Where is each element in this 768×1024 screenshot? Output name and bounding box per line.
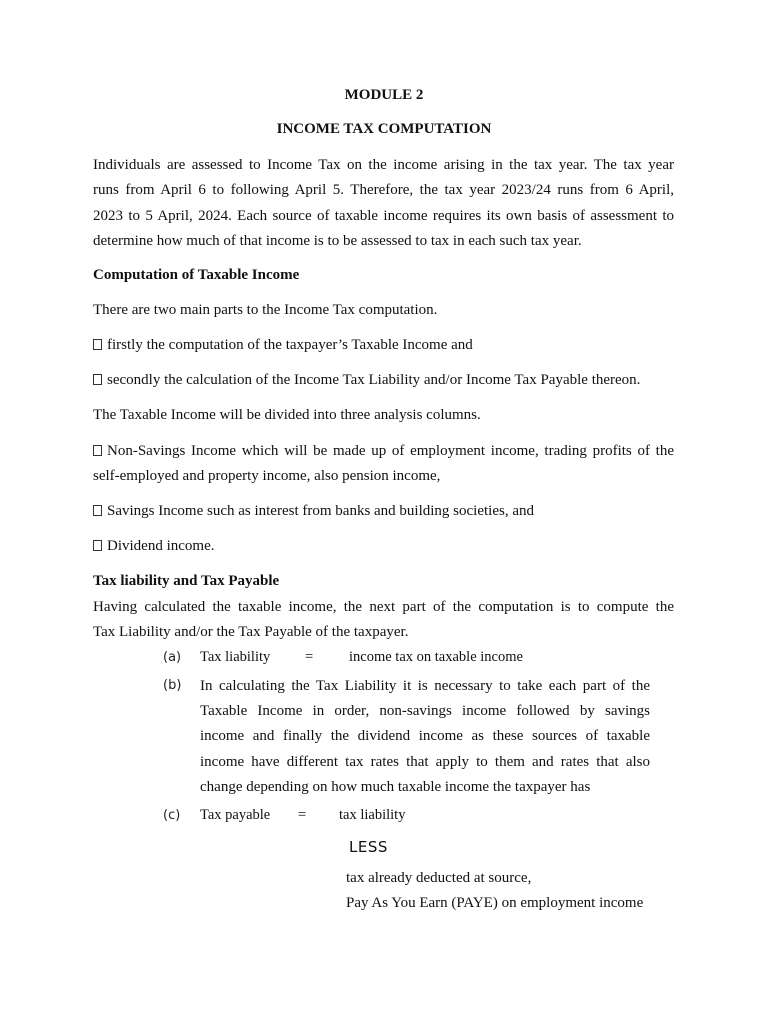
list-item-line bbox=[93, 439, 674, 464]
item-b-line: Taxable Income in order, non-savings income followed by savings bbox=[200, 703, 650, 720]
list-item-text: firstly the computation of the taxpayer’s Taxable Income and bbox=[107, 337, 473, 353]
intro-line: determine how much of that income is to be assessed to tax in each such tax year. bbox=[93, 232, 582, 249]
bullet-box-icon bbox=[93, 339, 102, 350]
list-item bbox=[93, 503, 534, 520]
intro-line: Individuals are assessed to Income Tax on the income arising in the tax year. The tax year bbox=[93, 157, 674, 173]
list-item bbox=[93, 538, 214, 555]
list-item bbox=[93, 337, 473, 354]
bullet-box-icon bbox=[93, 445, 102, 456]
liability-intro bbox=[93, 595, 674, 646]
module-heading: MODULE 2 bbox=[344, 87, 424, 103]
item-b-line: income and finally the dividend income as these sources of taxable bbox=[200, 728, 650, 745]
bullet-box-icon bbox=[93, 505, 102, 516]
list-item bbox=[93, 372, 640, 389]
list-item-text: Savings Income such as interest from banks and building societies, and bbox=[107, 503, 534, 519]
list-item-text: secondly the calculation of the Income Tax Liability and/or Income Tax Payable thereon. bbox=[107, 372, 641, 388]
list-item-text: Non-Savings Income which will be made up of employment income, trading profits of the bbox=[107, 443, 674, 459]
list-item bbox=[93, 439, 674, 490]
item-marker-a: (a) bbox=[163, 650, 182, 665]
item-marker-c: (c) bbox=[163, 808, 181, 823]
intro-paragraph bbox=[93, 153, 674, 254]
item-b-line: change depending on how much taxable income the taxpayer has bbox=[200, 778, 591, 795]
intro-line: runs from April 6 to following April 5. Therefore, the tax year 2023/24 runs from 6 April, bbox=[93, 182, 674, 199]
less-label: LESS bbox=[349, 838, 388, 856]
item-c-term: Tax payable bbox=[200, 807, 271, 823]
item-a-equals: = bbox=[305, 649, 314, 665]
item-a-term: Tax liability bbox=[200, 649, 271, 665]
bullet-box-icon bbox=[93, 540, 102, 551]
list-item-line: self-employed and property income, also pension income, bbox=[93, 468, 441, 485]
page-title: INCOME TAX COMPUTATION bbox=[276, 121, 492, 137]
columns-lead: The Taxable Income will be divided into three analysis columns. bbox=[93, 407, 481, 423]
liability-intro-line: Tax Liability and/or the Tax Payable of the taxpayer. bbox=[93, 624, 409, 641]
item-b-line: income have different tax rates that apply to them and rates that also bbox=[200, 753, 650, 770]
intro-line: 2023 to 5 April, 2024. Each source of taxable income requires its own basis of assessment to bbox=[93, 207, 674, 224]
item-a-definition: income tax on taxable income bbox=[349, 649, 523, 665]
bullet-box-icon bbox=[93, 374, 102, 385]
item-marker-b: (b) bbox=[163, 678, 182, 693]
deduction-line: Pay As You Earn (PAYE) on employment income bbox=[346, 895, 644, 911]
item-c-equals: = bbox=[298, 807, 307, 823]
list-item-text: Dividend income. bbox=[107, 538, 215, 554]
item-b-line: In calculating the Tax Liability it is necessary to take each part of the bbox=[200, 678, 650, 694]
item-c-definition: tax liability bbox=[339, 807, 406, 823]
liability-intro-line: Having calculated the taxable income, the next part of the computation is to compute the bbox=[93, 599, 674, 615]
section-heading-computation: Computation of Taxable Income bbox=[93, 267, 300, 283]
item-b-text bbox=[200, 674, 650, 800]
section-heading-liability: Tax liability and Tax Payable bbox=[93, 573, 280, 589]
computation-lead: There are two main parts to the Income Tax computation. bbox=[93, 302, 438, 318]
deduction-line: tax already deducted at source, bbox=[346, 870, 532, 886]
